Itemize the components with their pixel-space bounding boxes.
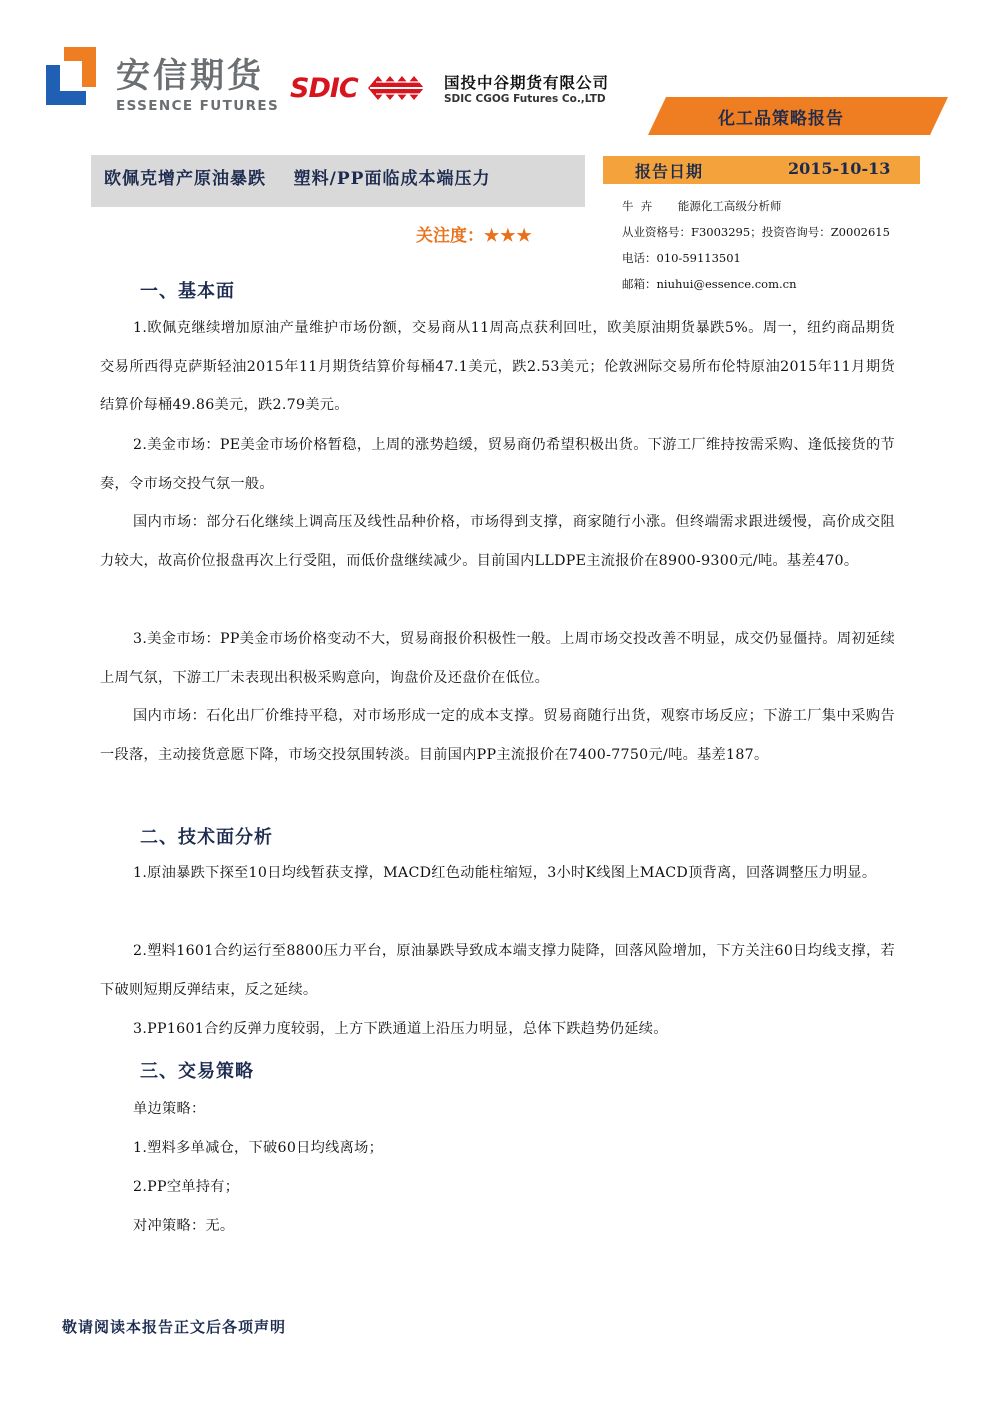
section-heading-technical: 二、技术面分析 bbox=[140, 827, 273, 848]
essence-logo-icon bbox=[46, 47, 104, 105]
analyst-certification: 从业资格号：F3003295；投资咨询号：Z0002615 bbox=[622, 225, 890, 239]
technical-paragraph-3: 3.PP1601合约反弹力度较弱，上方下跌通道上沿压力明显，总体下跌趋势仍延续。 bbox=[133, 1021, 668, 1037]
attention-rating bbox=[416, 221, 533, 246]
sdic-logo-icon bbox=[368, 72, 430, 104]
strategy-line-4: 对冲策略：无。 bbox=[133, 1218, 235, 1234]
report-type-label: 化工品策略报告 bbox=[718, 109, 844, 129]
disclaimer-note: 敬请阅读本报告正文后各项声明 bbox=[62, 1318, 287, 1336]
attention-label: 关注度： bbox=[416, 226, 484, 246]
analyst-phone: 电话：010-59113501 bbox=[622, 251, 741, 265]
strategy-line-3: 2.PP空单持有； bbox=[133, 1179, 240, 1195]
fundamentals-paragraph-1: 1.欧佩克继续增加原油产量维护市场份额，交易商从11周高点获利回吐，欧美原油期货暴跌5%。周一，纽约商品期货交易所西得克萨斯轻油2015年11月期货结算价每桶47.1美元，跌2.53美元；伦敦洲际交易所布伦特原油2015年11月期货结算价每桶49.86美元，跌2.79美元。 bbox=[100, 320, 895, 413]
technical-paragraph-1: 1.原油暴跌下探至10日均线暂获支撑，MACD红色动能柱缩短，3小时K线图上MACD顶背离，回落调整压力明显。 bbox=[133, 865, 877, 881]
report-date-value: 2015-10-13 bbox=[788, 159, 891, 178]
fundamentals-paragraph-2: 2.美金市场：PE美金市场价格暂稳，上周的涨势趋缓，贸易商仍希望积极出货。下游工厂维持按需采购、逢低接货的节奏，令市场交投气氛一般。 bbox=[100, 437, 895, 492]
technical-paragraph-2: 2.塑料1601合约运行至8800压力平台，原油暴跌导致成本端支撑力陡降，回落风险增加，下方关注60日均线支撑，若下破则短期反弹结束，反之延续。 bbox=[100, 943, 895, 998]
star-rating-icon: ★★★ bbox=[484, 226, 533, 246]
analyst-name: 牛 卉 能源化工高级分析师 bbox=[622, 199, 782, 213]
sdic-logo-text: SDIC bbox=[290, 73, 358, 104]
report-date-label: 报告日期 bbox=[635, 162, 704, 181]
essence-logo-text: 安信期货 bbox=[116, 56, 264, 96]
fundamentals-paragraph-4: 3.美金市场：PP美金市场价格变动不大，贸易商报价积极性一般。上周市场交投改善不明显，成交仍显僵持。周初延续上周气氛，下游工厂未表现出积极采购意向，询盘价及还盘价在低位。 bbox=[100, 631, 895, 686]
sdic-company-name: 国投中谷期货有限公司 bbox=[444, 74, 610, 92]
strategy-line-1: 单边策略： bbox=[133, 1101, 206, 1117]
report-title: 欧佩克增产原油暴跌 塑料/PP面临成本端压力 bbox=[104, 169, 491, 189]
analyst-email[interactable]: 邮箱：niuhui@essence.com.cn bbox=[622, 277, 797, 291]
section-heading-fundamentals: 一、基本面 bbox=[140, 281, 235, 302]
sdic-company-name-en: SDIC CGOG Futures Co.,LTD bbox=[444, 93, 606, 105]
essence-logo-subtitle: ESSENCE FUTURES bbox=[116, 98, 280, 114]
fundamentals-paragraph-5: 国内市场：石化出厂价维持平稳，对市场形成一定的成本支撑。贸易商随行出货，观察市场反应；下游工厂集中采购告一段落，主动接货意愿下降，市场交投氛围转淡。目前国内PP主流报价在7400-7750元/吨。基差187。 bbox=[100, 708, 895, 763]
fundamentals-paragraph-3: 国内市场：部分石化继续上调高压及线性品种价格，市场得到支撑，商家随行小涨。但终端需求跟进缓慢，高价成交阻力较大，故高价位报盘再次上行受阻，而低价盘继续减少。目前国内LLDPE主流报价在8900-9300元/吨。基差470。 bbox=[100, 514, 895, 569]
strategy-line-2: 1.塑料多单减仓，下破60日均线离场； bbox=[133, 1140, 384, 1156]
section-heading-strategy: 三、交易策略 bbox=[140, 1061, 254, 1082]
